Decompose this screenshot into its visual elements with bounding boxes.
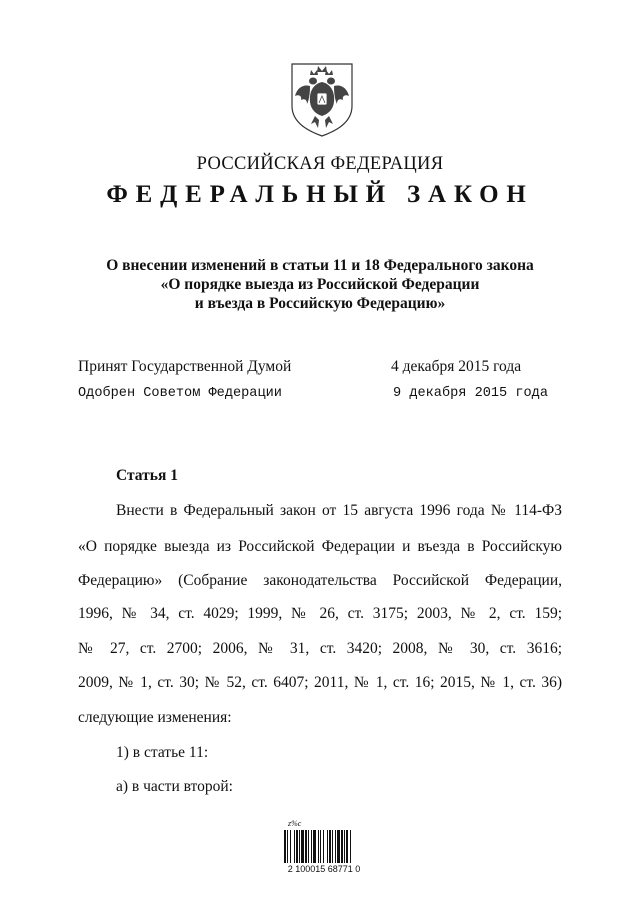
body-text-line: 1996, № 34, ст. 4029; 1999, № 26, ст. 3175; 2003, № 2, ст. 159; — [78, 605, 562, 622]
document-type-heading: ФЕДЕРАЛЬНЫЙ ЗАКОН — [106, 181, 534, 208]
barcode-bars-icon — [282, 830, 366, 863]
country-heading: РОССИЙСКАЯ ФЕДЕРАЦИЯ — [196, 154, 444, 174]
body-text-line: № 27, ст. 2700; 2006, № 31, ст. 3420; 2008, № 30, ст. 3616; — [78, 640, 562, 657]
list-item: 1) в статье 11: — [116, 744, 209, 761]
coat-of-arms-icon — [289, 62, 355, 138]
body-text-line: 2009, № 1, ст. 30; № 52, ст. 6407; 2011, № 1, ст. 16; 2015, № 1, ст. 36) — [78, 674, 562, 691]
adopted-date: 4 декабря 2015 года — [391, 358, 522, 375]
law-title-line: О внесении изменений в статьи 11 и 18 Федерального закона — [106, 257, 534, 274]
body-text-line: Внести в Федеральный закон от 15 августа 1996 года № 114-ФЗ — [116, 502, 562, 519]
barcode — [282, 820, 366, 880]
law-title-line: и въезда в Российскую Федерацию» — [194, 295, 446, 312]
adopted-by-duma-label: Принят Государственной Думой — [78, 358, 292, 375]
approved-date: 9 декабря 2015 года — [393, 386, 548, 401]
body-text-line: следующие изменения: — [78, 709, 232, 726]
barcode-mark: z%c — [288, 819, 302, 828]
law-title-line: «О порядке выезда из Российской Федерации — [160, 276, 480, 293]
approved-by-council-label: Одобрен Советом Федерации — [78, 386, 282, 401]
body-text-line: Федерацию» (Собрание законодательства Российской Федерации, — [78, 572, 562, 589]
body-text-line: «О порядке выезда из Российской Федерации и въезда в Российскую — [78, 538, 562, 555]
barcode-digits: 2 100015 68771 0 — [287, 864, 361, 874]
article-heading: Статья 1 — [116, 467, 178, 484]
list-item: а) в части второй: — [116, 778, 233, 795]
